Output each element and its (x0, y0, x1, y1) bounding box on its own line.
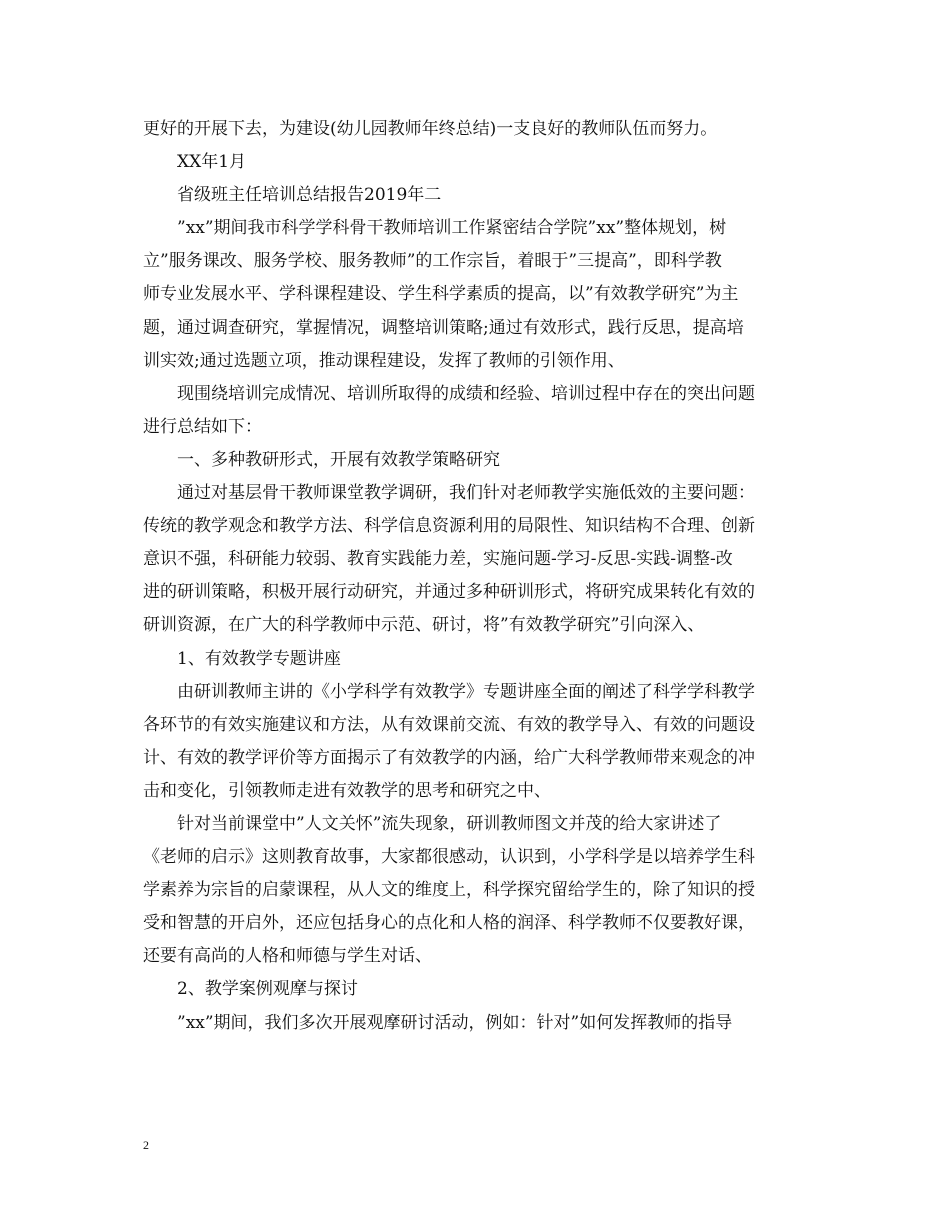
text-line-6: 师专业发展水平、学科课程建设、学生科学素质的提高，以”有效教学研究”为主 (143, 284, 739, 305)
text-line-7: 题，通过调查研究，掌握情况，调整培训策略;通过有效形式，践行反思，提高培 (143, 317, 744, 338)
text-line-2: XX年1月 (177, 152, 247, 173)
text-line-21: 击和变化，引领教师走进有效教学的思考和研究之中、 (143, 780, 551, 801)
text-line-19: 各环节的有效实施建议和方法，从有效课前交流、有效的教学导入、有效的问题设 (143, 714, 755, 735)
text-line-9: 现围绕培训完成情况、培训所取得的成绩和经验、培训过程中存在的突出问题 (177, 383, 755, 404)
text-line-27: 2、教学案例观摩与探讨 (177, 979, 358, 1000)
text-line-16: 研训资源，在广大的科学教师中示范、研讨，将”有效教学研究”引向深入、 (143, 615, 705, 636)
text-line-4: ”xx”期间我市科学学科骨干教师培训工作紧密结合学院”xx”整体规划，树 (177, 218, 727, 239)
text-line-20: 计、有效的教学评价等方面揭示了有效教学的内涵，给广大科学教师带来观念的冲 (143, 747, 755, 768)
page-number: 2 (143, 1138, 149, 1152)
text-line-1: 更好的开展下去，为建设(幼儿园教师年终总结)一支良好的教师队伍而努力。 (143, 119, 718, 139)
text-line-25: 受和智慧的开启外，还应包括身心的点化和人格的润泽、科学教师不仅要教好课， (143, 913, 755, 934)
text-line-12: 通过对基层骨干教师课堂教学调研，我们针对老师教学实施低效的主要问题： (177, 483, 755, 504)
text-line-18: 由研训教师主讲的《小学科学有效教学》专题讲座全面的阐述了科学学科教学 (177, 681, 755, 702)
text-line-11: 一、多种教研形式，开展有效教学策略研究 (177, 449, 500, 470)
text-line-14: 意识不强，科研能力较弱、教育实践能力差，实施问题-学习-反思-实践-调整-改 (143, 549, 733, 570)
document-body (143, 113, 813, 1040)
text-line-17: 1、有效教学专题讲座 (177, 648, 341, 669)
text-line-8: 训实效;通过选题立项，推动课程建设，发挥了教师的引领作用、 (143, 350, 625, 371)
text-line-24: 学素养为宗旨的启蒙课程，从人文的维度上，科学探究留给学生的，除了知识的授 (143, 880, 755, 901)
text-line-15: 进的研训策略，积极开展行动研究，并通过多种研训形式，将研究成果转化有效的 (143, 582, 755, 603)
text-line-23: 《老师的启示》这则教育故事，大家都很感动，认识到，小学科学是以培养学生科 (143, 847, 755, 868)
text-line-28: ”xx”期间，我们多次开展观摩研讨活动，例如：针对”如何发挥教师的指导 (177, 1012, 733, 1033)
text-line-3: 省级班主任培训总结报告2019年二 (177, 185, 442, 206)
text-line-13: 传统的教学观念和教学方法、科学信息资源利用的局限性、知识结构不合理、创新 (143, 516, 755, 537)
text-line-10: 进行总结如下： (143, 416, 262, 437)
text-line-26: 还要有高尚的人格和师德与学生对话、 (143, 946, 432, 967)
text-line-5: 立”服务课改、服务学校、服务教师”的工作宗旨，着眼于”三提高”，即科学教 (143, 251, 722, 272)
text-line-22: 针对当前课堂中”人文关怀”流失现象，研训教师图文并茂的给大家讲述了 (177, 813, 722, 834)
